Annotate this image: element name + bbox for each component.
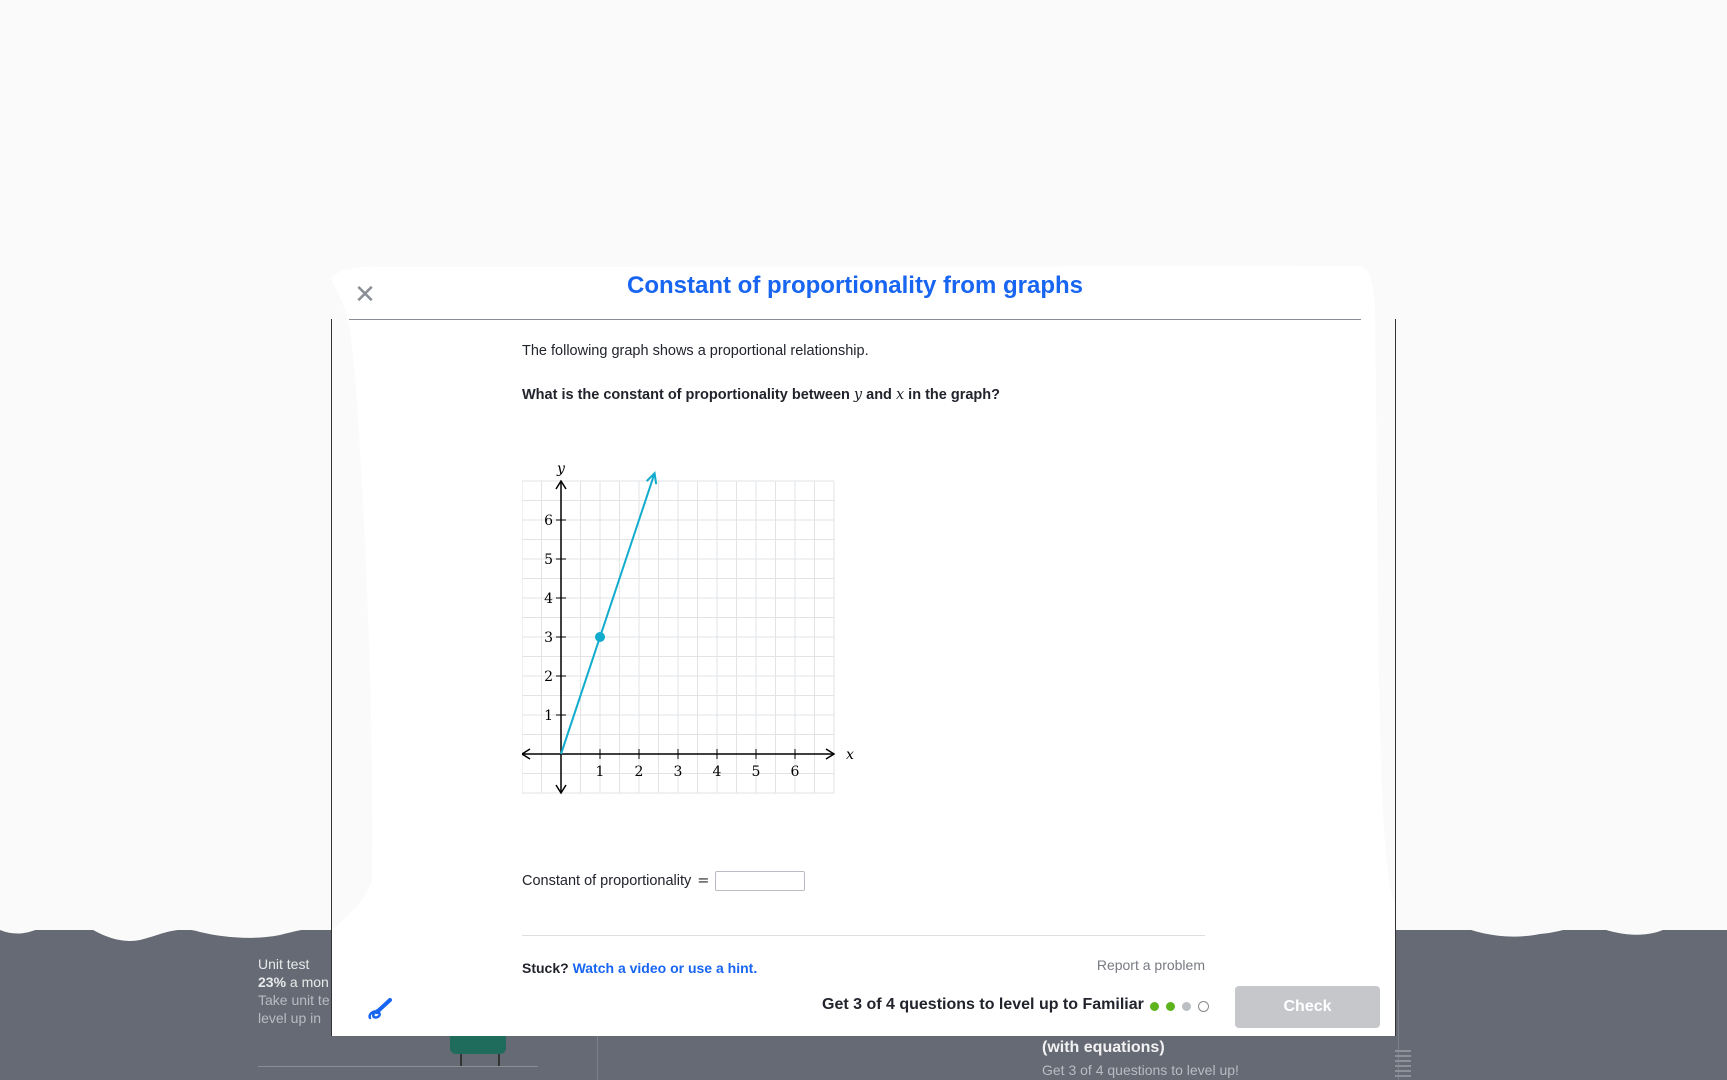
skill-card-title: (with equations) bbox=[1042, 1039, 1165, 1056]
answer-input[interactable] bbox=[715, 871, 805, 891]
y-tick-label: 1 bbox=[544, 708, 553, 724]
modal-title: Constant of proportionality from graphs bbox=[627, 272, 1083, 299]
y-tick-label: 2 bbox=[544, 669, 553, 685]
x-tick-label: 4 bbox=[712, 764, 722, 780]
x-tick-label: 5 bbox=[751, 764, 761, 780]
report-problem-link[interactable]: Report a problem bbox=[1096, 957, 1205, 973]
check-button[interactable]: Check bbox=[1235, 986, 1380, 1028]
prompt-after: in the graph? bbox=[904, 387, 1000, 403]
proportional-graph bbox=[522, 458, 862, 803]
unit-test-desc-2: level up in bbox=[258, 1010, 322, 1026]
exercise-modal bbox=[331, 268, 1396, 1036]
prompt-before: What is the constant of proportionality between bbox=[522, 387, 854, 403]
hint-link[interactable]: Watch a video or use a hint. bbox=[572, 960, 758, 976]
unit-test-time: a mon bbox=[286, 974, 329, 990]
var-y: y bbox=[853, 387, 863, 403]
y-tick-label: 5 bbox=[544, 552, 553, 568]
stuck-label: Stuck? bbox=[522, 960, 569, 976]
x-tick-label: 3 bbox=[673, 764, 683, 780]
y-tick-label: 3 bbox=[544, 630, 553, 646]
level-up-text: Get 3 of 4 questions to level up to Familiar bbox=[822, 996, 1144, 1013]
y-tick-label: 6 bbox=[544, 513, 553, 529]
progress-dot-done bbox=[1166, 1002, 1175, 1011]
modal-frame bbox=[331, 319, 1396, 1024]
y-tick-label: 4 bbox=[544, 591, 553, 607]
skill-card-subtitle: Get 3 of 4 questions to level up! bbox=[1042, 1062, 1239, 1078]
unit-test-label: Unit test bbox=[258, 956, 310, 972]
progress-dot-empty bbox=[1198, 1001, 1209, 1012]
close-icon[interactable]: ✕ bbox=[354, 279, 376, 309]
data-point bbox=[595, 632, 605, 642]
progress-dot-pending bbox=[1182, 1002, 1191, 1011]
answer-row bbox=[522, 871, 805, 891]
pencil-scratchpad-icon[interactable] bbox=[364, 992, 396, 1024]
question-intro: The following graph shows a proportional relationship. bbox=[522, 343, 869, 359]
x-tick-label: 1 bbox=[595, 764, 605, 780]
exercise-footer bbox=[331, 976, 1396, 1036]
unit-test-percent: 23% bbox=[258, 974, 287, 990]
prompt-and: and bbox=[862, 387, 896, 403]
help-row bbox=[522, 957, 1205, 976]
x-tick-label: 2 bbox=[634, 764, 644, 780]
y-axis-label: y bbox=[557, 461, 565, 477]
equals-sign: = bbox=[697, 873, 710, 889]
progress-dots bbox=[1150, 1001, 1209, 1012]
help-divider bbox=[522, 935, 1205, 936]
exercise-content bbox=[522, 343, 1222, 976]
progress-dot-done bbox=[1150, 1002, 1159, 1011]
answer-label: Constant of proportionality bbox=[522, 873, 692, 889]
question-prompt bbox=[522, 387, 1222, 403]
x-axis-label: x bbox=[846, 747, 854, 763]
proportional-line bbox=[561, 473, 655, 754]
var-x: x bbox=[895, 387, 905, 403]
x-tick-label: 6 bbox=[790, 764, 800, 780]
modal-header bbox=[349, 268, 1361, 320]
unit-test-desc-1: Take unit te bbox=[258, 992, 330, 1008]
